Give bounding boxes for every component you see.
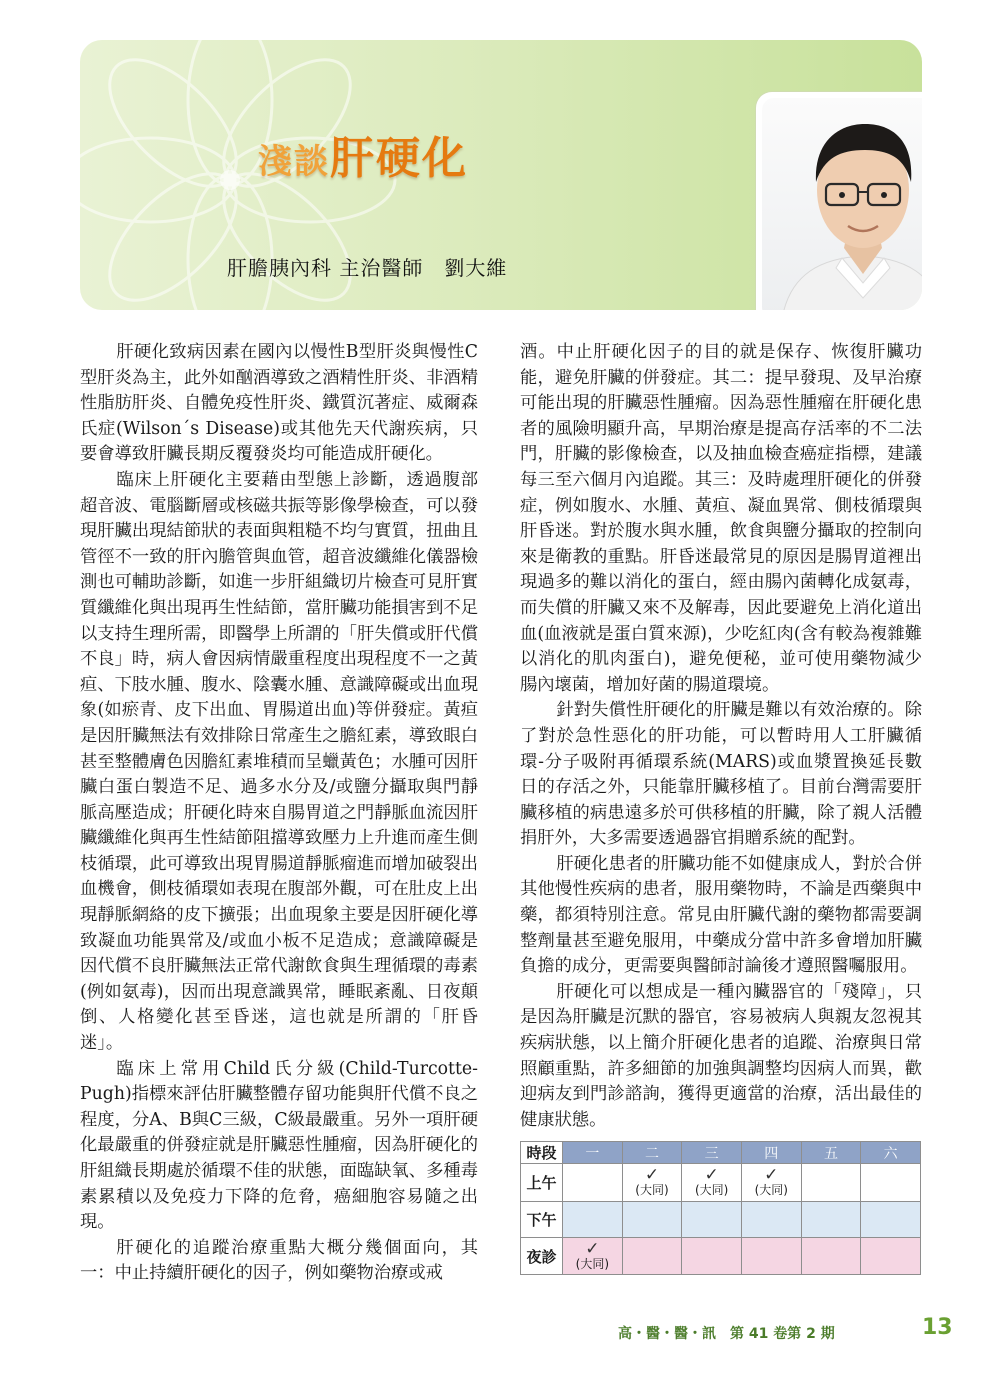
clinic-location: (大同) xyxy=(575,1256,610,1271)
schedule-cell xyxy=(563,1238,623,1275)
day-header: 二 xyxy=(622,1142,682,1164)
schedule-cell xyxy=(622,1164,682,1202)
day-header: 六 xyxy=(861,1142,921,1164)
clinic-location: (大同) xyxy=(754,1183,788,1197)
clinic-location: (大同) xyxy=(635,1183,669,1197)
clinic-location: (大同) xyxy=(694,1183,729,1197)
author-byline: 肝膽胰內科 主治醫師 劉大維 xyxy=(227,256,508,280)
schedule-cell xyxy=(861,1164,921,1202)
schedule-cell xyxy=(563,1164,623,1202)
schedule-cell xyxy=(741,1202,801,1238)
session-label: 夜診 xyxy=(521,1238,563,1275)
schedule-cell xyxy=(801,1164,861,1202)
schedule-cell xyxy=(861,1202,921,1238)
article-column-left xyxy=(80,340,478,1287)
paragraph: 臨床上常用Child氏分級(Child-Turcotte-Pugh)指標來評估肝臟整體存留功能與肝代償不良之程度，分A、B與C三級，C級最嚴重。另外一項肝硬化最嚴重的併發症就是肝臟惡性腫瘤，因為肝硬化的肝組織長期處於循環不佳的狀態，面臨缺氧、多種毒素累積以及免疫力下降的危脅，癌細胞容易隨之出現。 xyxy=(80,1058,478,1233)
journal-footer: 高・醫・醫・訊 第 41 卷第 2 期 xyxy=(618,1326,835,1342)
schedule-cell xyxy=(741,1238,801,1275)
session-label: 下午 xyxy=(521,1202,563,1238)
schedule-cell xyxy=(563,1202,623,1238)
schedule-cell xyxy=(622,1202,682,1238)
doctor-portrait xyxy=(762,98,922,310)
paragraph: 肝硬化的追蹤治療重點大概分幾個面向，其一：中止持續肝硬化的因子，例如藥物治療或戒 xyxy=(80,1237,478,1284)
check-icon: ✓ xyxy=(644,1165,660,1185)
schedule-cell xyxy=(682,1202,742,1238)
schedule-row-morning xyxy=(521,1164,921,1202)
schedule-header-row xyxy=(521,1142,921,1164)
schedule-cell xyxy=(801,1238,861,1275)
check-icon: ✓ xyxy=(704,1165,719,1185)
session-label: 上午 xyxy=(521,1164,563,1202)
schedule-cell xyxy=(801,1202,861,1238)
day-header: 四 xyxy=(741,1142,801,1164)
paragraph: 針對失償性肝硬化的肝臟是難以有效治療的。除了對於急性惡化的肝功能，可以暫時用人工肝臟循環-分子吸附再循環系統(MARS)或血漿置換延長數日的存活之外，只能靠肝臟移植了。目前台灣需要肝臟移植的病患遠多於可供移植的肝臟，除了親人活體捐肝外，大多需要透過器官捐贈系統的配對。 xyxy=(520,700,922,849)
paragraph: 臨床上肝硬化主要藉由型態上診斷，透過腹部超音波、電腦斷層或核磁共振等影像學檢查，可以發現肝臟出現結節狀的表面與粗糙不均勻實質，扭曲且管徑不一致的肝內膽管與血管，超音波纖維化儀器檢測也可輔助診斷，如進一步肝組織切片檢查可見肝實質纖維化與出現再生性結節，當肝臟功能損害到不足以支持生理所需，即醫學上所謂的「肝失償或肝代償不良」時，病人會因病情嚴重程度出現程度不一之黃疸、下肢水腫、腹水、陰囊水腫、意識障礙或出血現象(如瘀青、皮下出血、胃腸道出血)等併發症。黃疸是因肝臟無法有效排除日常產生之膽紅素，導致眼白甚至整體膚色因膽紅素堆積而呈蠟黃色；水腫可因肝臟白蛋白製造不足、過多水分及/或鹽分攝取與門靜脈高壓造成；肝硬化時來自腸胃道之門靜脈血流因肝臟纖維化與再生性結節阻擋導致壓力上升進而產生側枝循環，此可導致出現胃腸道靜脈瘤進而增加破裂出血機會，側枝循環如表現在腹部外觀，可在肚皮上出現靜脈網絡的皮下擴張；出血現象主要是因肝硬化導致凝血功能異常及/或血小板不足造成；意識障礙是因代償不良肝臟無法正常代謝飲食與生理循環的毒素(例如氨毒)，因而出現意識異常，睡眠紊亂、日夜顛倒、人格變化甚至昏迷，這也就是所謂的「肝昏迷」。 xyxy=(80,469,478,1054)
paragraph: 酒。中止肝硬化因子的目的就是保存、恢復肝臟功能，避免肝臟的併發症。其二：提早發現、及早治療可能出現的肝臟惡性腫瘤。因為惡性腫瘤在肝硬化患者的風險明顯升高，早期治療是提高存活率的不二法門，肝臟的影像檢查，以及抽血檢查癌症指標，建議每三至六個月內追蹤。其三：及時處理肝硬化的併發症，例如腹水、水腫、黃疸、凝血異常、側枝循環與肝昏迷。對於腹水與水腫，飲食與鹽分攝取的控制向來是衛教的重點。肝昏迷最常見的原因是腸胃道裡出現過多的難以消化的蛋白，經由腸內菌轉化成氨毒，而失償的肝臟又來不及解毒，因此要避免上消化道出血(血液就是蛋白質來源)，少吃紅肉(含有較為複雜難以消化的肌肉蛋白)，避免便秘，並可使用藥物減少腸內壞菌，增加好菌的腸道環境。 xyxy=(520,342,922,695)
day-header: 五 xyxy=(801,1142,861,1164)
title-prefix: 淺談 xyxy=(258,142,330,182)
schedule-row-afternoon xyxy=(521,1202,921,1238)
check-icon: ✓ xyxy=(585,1238,600,1259)
paragraph: 肝硬化患者的肝臟功能不如健康成人，對於合併其他慢性疾病的患者，服用藥物時，不論是西藥與中藥，都須特別注意。常見由肝臟代謝的藥物都需要調整劑量甚至避免服用，中藥成分當中許多會增加肝臟負擔的成分，更需要與醫師討論後才遵照醫囑服用。 xyxy=(520,853,922,977)
doctor-photo xyxy=(762,98,922,310)
schedule-cell xyxy=(861,1238,921,1275)
paragraph: 肝硬化可以想成是一種內臟器官的「殘障」，只是因為肝臟是沉默的器官，容易被病人與親友忽視其疾病狀態，以上簡介肝硬化患者的追蹤、治療與日常照顧重點，許多細節的加強與調整均因病人而異，歡迎病友到門診諮詢，獲得更適當的治療，活出最佳的健康狀態。 xyxy=(520,981,922,1130)
day-header: 三 xyxy=(682,1142,742,1164)
page-number: 13 xyxy=(922,1315,953,1340)
article-title xyxy=(258,122,468,186)
title-main: 肝硬化 xyxy=(330,133,468,184)
day-header: 一 xyxy=(563,1142,623,1164)
doctor-photo-frame xyxy=(756,92,922,310)
schedule-cell xyxy=(622,1238,682,1275)
paragraph: 肝硬化致病因素在國內以慢性B型肝炎與慢性C型肝炎為主，此外如酗酒導致之酒精性肝炎、非酒精性脂肪肝炎、自體免疫性肝炎、鐵質沉著症、威爾森氏症(Wilson´s Disease)或其他先天代謝疾病，只要會導致肝臟長期反覆發炎均可能造成肝硬化。 xyxy=(80,342,478,465)
clinic-schedule-table xyxy=(520,1141,921,1275)
schedule-cell xyxy=(741,1164,801,1202)
article-column-right xyxy=(520,340,922,1133)
check-icon: ✓ xyxy=(764,1165,779,1185)
schedule-cell xyxy=(682,1238,742,1275)
schedule-row-evening xyxy=(521,1238,921,1275)
schedule-cell xyxy=(682,1164,742,1202)
schedule-corner: 時段 xyxy=(521,1142,563,1164)
